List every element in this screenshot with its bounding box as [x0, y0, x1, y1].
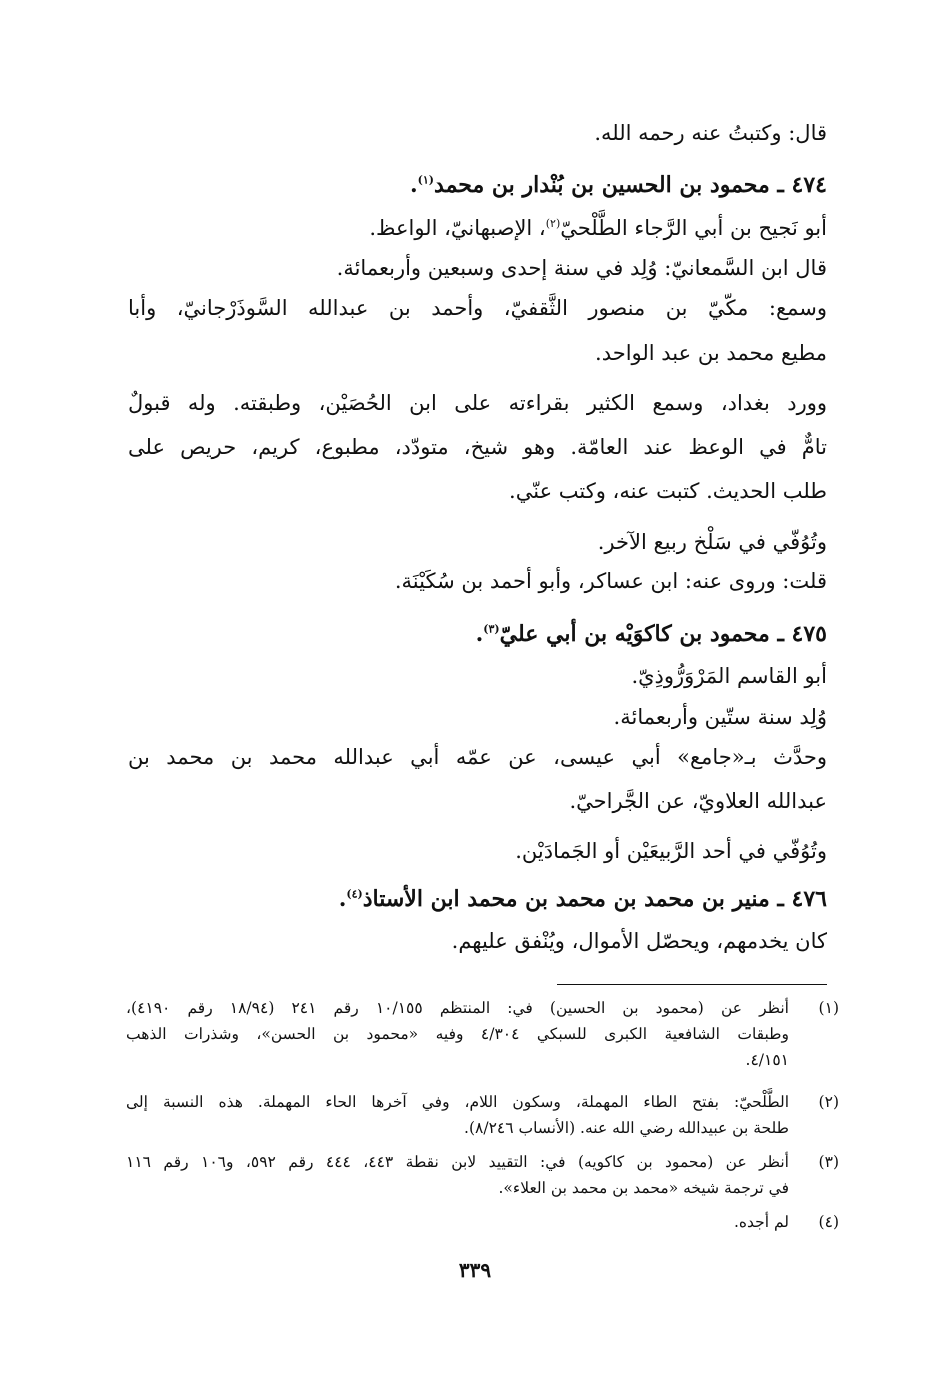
page-number: ٣٣٩ — [458, 1258, 492, 1282]
text-line: مطيع محمد بن عبد الواحد. — [595, 341, 827, 365]
text-line: قال ابن السَّمعانيّ: وُلِد في سنة إحدى وسبعين وأربعمائة. — [336, 256, 827, 280]
footnote-number: (٢) — [818, 1093, 839, 1111]
text-line: عبدالله العلاويّ، عن الجَّراحيّ. — [569, 789, 827, 813]
text-line: كان يخدمهم، ويحصّل الأموال، ويُنْفق عليهم. — [451, 929, 827, 953]
text-line: وحدَّث بـ«جامع» أبي عيسى، عن عمّه أبي عبدالله محمد بن محمد بن — [128, 745, 827, 769]
text-line: وتُوُفّي في أحد الرَّبيعَيْن أو الجَمادَيْن. — [515, 839, 827, 863]
text-line: وسمع: مكّيّ بن منصور الثَّقفيّ، وأحمد بن عبدالله السَّوذَرْجانيّ، وأبا — [128, 296, 827, 320]
text-line: طلب الحديث. كتبت عنه، وكتب عنّي. — [509, 479, 827, 503]
footnote-line: لم أجده. — [733, 1213, 789, 1231]
footnote-line: أنظر عن (محمود بن كاكويه) في: التقييد لابن نقطة ٤٤٣، ٤٤٤ رقم ٥٩٢، و١٠٦ رقم ١١٦ — [126, 1153, 789, 1171]
footnote-line: ٤/١٥١. — [745, 1051, 789, 1069]
text-line — [369, 211, 827, 245]
entry-title: ٤٧٥ ـ محمود بن كاكوَيْه بن أبي عليّ — [499, 621, 827, 647]
text-line: أبو القاسم المَرْوَرُّوذِيّ. — [631, 664, 827, 688]
text-segment: ، الإصبهانيّ، الواعظ. — [369, 216, 546, 240]
text-line: قلت: وروى عنه: ابن عساكر، وأبو أحمد بن سُكَيْنَة. — [394, 569, 827, 593]
entry-title: ٤٧٦ ـ منير بن محمد بن محمد بن محمد ابن الأستاذ — [362, 886, 827, 912]
text-line: وورد بغداد، وسمع الكثير بقراءته على ابن الحُصَيْن، وطبقته. وله قبولٌ — [128, 391, 827, 415]
footnote-separator — [557, 984, 827, 985]
footnote-number: (٤) — [818, 1213, 839, 1231]
footnote-line: الطَّلْحيّ: بفتح الطاء المهملة، وسكون اللام، وفي آخرها الحاء المهملة. هذه النسبة إلى — [126, 1093, 789, 1111]
footnote-line: وطبقات الشافعية الكبرى للسبكي ٤/٣٠٤ وفيه «محمود بن الحسن»، وشذرات الذهب — [126, 1025, 790, 1043]
footnote-number: (٣) — [818, 1153, 839, 1171]
footnote-number: (١) — [818, 999, 839, 1017]
footnote-marker: (١) — [417, 173, 435, 187]
text-line: وُلِد سنة ستّين وأربعمائة. — [613, 705, 827, 729]
text-line: تامٌّ في الوعظ عند العامّة. وهو شيخ، متودّد، مطبوع، كريم، حريص على — [128, 435, 827, 459]
entry-474-heading: ٤٧٤ ـ محمود بن الحسين بن بُنْدار بن محمد$^{(١)}$. — [409, 172, 827, 198]
text-line: قال: وكتبتُ عنه رحمه الله. — [594, 121, 827, 145]
text-line: وتُوُفّي في سَلْخ ربيع الآخر. — [597, 530, 827, 554]
entry-475-heading: ٤٧٥ ـ محمود بن كاكوَيْه بن أبي عليّ$^{(٣)}$. — [475, 621, 827, 647]
entry-title: ٤٧٤ ـ محمود بن الحسين بن بُنْدار بن محمد — [434, 172, 827, 198]
footnote-marker: (٢) — [545, 217, 561, 230]
footnote-line: في ترجمة شيخه «محمد بن محمد بن العلاء». — [498, 1179, 789, 1197]
text-segment: أبو نَجيح بن أبي الرَّجاء الطَّلْحيّ — [560, 216, 827, 240]
footnote-marker: (٤) — [346, 887, 363, 901]
footnote-line: أنظر عن (محمود بن الحسين) في: المنتظم ١٠/١٥٥ رقم ٢٤١ (١٨/٩٤ رقم ٤١٩٠)، — [126, 999, 789, 1017]
entry-476-heading: ٤٧٦ ـ منير بن محمد بن محمد بن محمد ابن الأستاذ$^{(٤)}$. — [338, 886, 827, 912]
footnote-line: طلحة بن عبيدالله رضي الله عنه. (الأنساب ٨/٢٤٦). — [464, 1119, 789, 1137]
footnote-marker: (٣) — [483, 622, 500, 636]
